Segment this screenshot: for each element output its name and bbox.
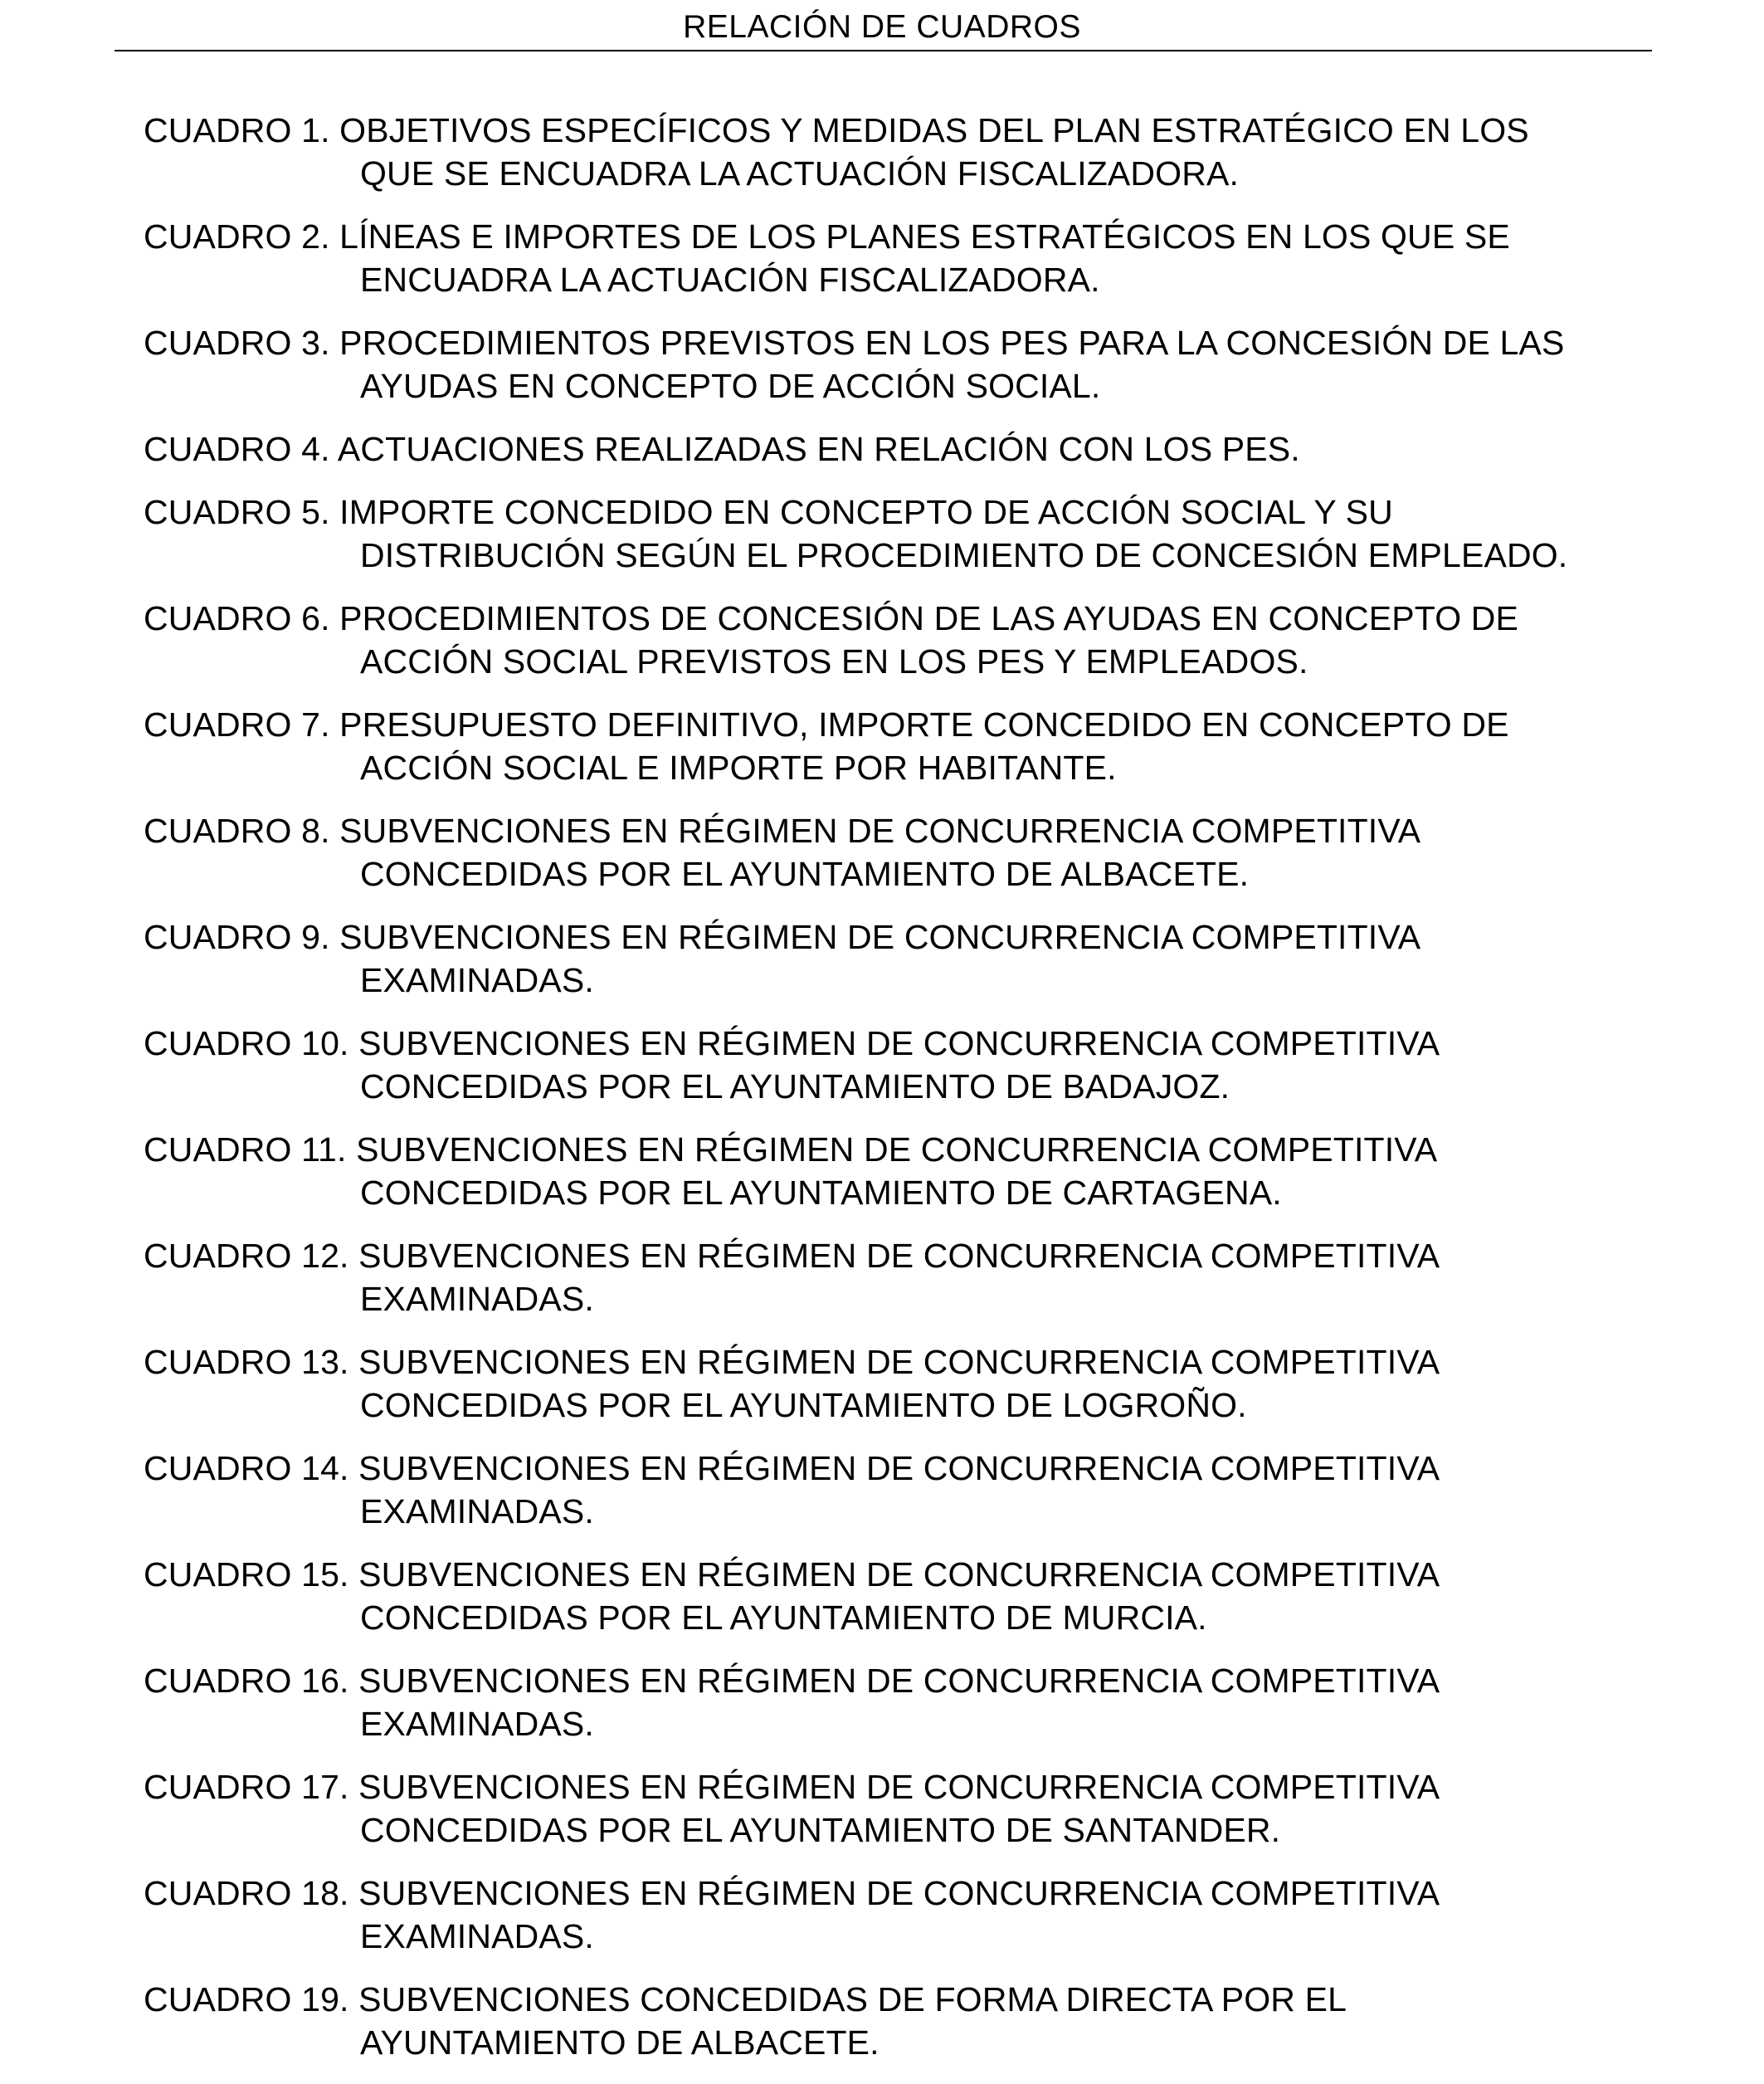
entry-number: CUADRO 8. xyxy=(144,812,330,850)
entry-title: PROCEDIMIENTOS PREVISTOS EN LOS PES PARA LA CONCESIÓN DE LAS xyxy=(339,324,1565,362)
entry-title: ACTUACIONES REALIZADAS EN RELACIÓN CON LOS PES. xyxy=(337,430,1300,468)
list-item-cuadro-10[interactable] xyxy=(144,1022,1637,1128)
list-item-cuadro-8[interactable] xyxy=(144,809,1637,915)
list-item-cuadro-1[interactable] xyxy=(144,109,1637,215)
entry-title: PROCEDIMIENTOS DE CONCESIÓN DE LAS AYUDAS EN CONCEPTO DE xyxy=(339,599,1519,637)
list-item-cuadro-5[interactable] xyxy=(144,490,1637,597)
entry-title-continuation: DISTRIBUCIÓN SEGÚN EL PROCEDIMIENTO DE CONCESIÓN EMPLEADO. xyxy=(360,536,1568,574)
entry-title: SUBVENCIONES EN RÉGIMEN DE CONCURRENCIA COMPETITIVA xyxy=(358,1343,1440,1381)
entry-number: CUADRO 1. xyxy=(144,111,330,149)
list-item-cuadro-19[interactable] xyxy=(144,1978,1637,2084)
entry-title-continuation: QUE SE ENCUADRA LA ACTUACIÓN FISCALIZADORA. xyxy=(360,154,1240,193)
entry-title: LÍNEAS E IMPORTES DE LOS PLANES ESTRATÉGICOS EN LOS QUE SE xyxy=(339,217,1510,256)
entry-title: SUBVENCIONES EN RÉGIMEN DE CONCURRENCIA COMPETITIVA xyxy=(358,1874,1440,1912)
list-item-cuadro-18[interactable] xyxy=(144,1872,1637,1978)
entry-number: CUADRO 6. xyxy=(144,599,330,637)
entry-title-continuation: CONCEDIDAS POR EL AYUNTAMIENTO DE LOGROÑO. xyxy=(360,1386,1247,1424)
entry-title-continuation: CONCEDIDAS POR EL AYUNTAMIENTO DE BADAJOZ. xyxy=(360,1067,1230,1105)
entry-title-continuation: CONCEDIDAS POR EL AYUNTAMIENTO DE CARTAGENA. xyxy=(360,1174,1282,1212)
entry-number: CUADRO 5. xyxy=(144,493,330,531)
list-item-cuadro-7[interactable] xyxy=(144,703,1637,809)
table-list xyxy=(144,109,1637,2084)
entry-title: SUBVENCIONES CONCEDIDAS DE FORMA DIRECTA POR EL xyxy=(358,1980,1347,2018)
entry-number: CUADRO 16. xyxy=(144,1662,349,1700)
entry-number: CUADRO 4. xyxy=(144,430,330,468)
entry-number: CUADRO 14. xyxy=(144,1449,349,1487)
entry-number: CUADRO 19. xyxy=(144,1980,349,2018)
entry-title-continuation: AYUDAS EN CONCEPTO DE ACCIÓN SOCIAL. xyxy=(360,367,1101,405)
list-item-cuadro-6[interactable] xyxy=(144,597,1637,703)
entry-title: SUBVENCIONES EN RÉGIMEN DE CONCURRENCIA COMPETITIVA xyxy=(358,1555,1440,1594)
entry-title: PRESUPUESTO DEFINITIVO, IMPORTE CONCEDIDO EN CONCEPTO DE xyxy=(339,705,1509,744)
list-item-cuadro-14[interactable] xyxy=(144,1447,1637,1553)
entry-title-continuation: EXAMINADAS. xyxy=(360,961,594,999)
entry-number: CUADRO 2. xyxy=(144,217,330,256)
entry-title: SUBVENCIONES EN RÉGIMEN DE CONCURRENCIA COMPETITIVA xyxy=(358,1662,1440,1700)
entry-title-continuation: ENCUADRA LA ACTUACIÓN FISCALIZADORA. xyxy=(360,261,1100,299)
list-item-cuadro-13[interactable] xyxy=(144,1340,1637,1447)
entry-title-continuation: AYUNTAMIENTO DE ALBACETE. xyxy=(360,2023,880,2062)
entry-title: SUBVENCIONES EN RÉGIMEN DE CONCURRENCIA COMPETITIVA xyxy=(358,1237,1440,1275)
list-item-cuadro-15[interactable] xyxy=(144,1553,1637,1659)
entry-title-continuation: EXAMINADAS. xyxy=(360,1705,594,1743)
entry-title-continuation: CONCEDIDAS POR EL AYUNTAMIENTO DE SANTANDER. xyxy=(360,1811,1281,1849)
entry-title: SUBVENCIONES EN RÉGIMEN DE CONCURRENCIA COMPETITIVA xyxy=(358,1768,1440,1806)
list-item-cuadro-4[interactable] xyxy=(144,427,1637,490)
entry-title: SUBVENCIONES EN RÉGIMEN DE CONCURRENCIA COMPETITIVA xyxy=(356,1130,1438,1169)
entry-title-continuation: CONCEDIDAS POR EL AYUNTAMIENTO DE ALBACETE. xyxy=(360,855,1250,893)
list-item-cuadro-12[interactable] xyxy=(144,1234,1637,1340)
entry-title: IMPORTE CONCEDIDO EN CONCEPTO DE ACCIÓN SOCIAL Y SU xyxy=(339,493,1393,531)
entry-title-continuation: EXAMINADAS. xyxy=(360,1492,594,1530)
entry-title: SUBVENCIONES EN RÉGIMEN DE CONCURRENCIA COMPETITIVA xyxy=(358,1024,1440,1062)
list-item-cuadro-2[interactable] xyxy=(144,215,1637,321)
list-item-cuadro-3[interactable] xyxy=(144,321,1637,427)
title-divider xyxy=(115,50,1652,51)
entry-number: CUADRO 18. xyxy=(144,1874,349,1912)
entry-number: CUADRO 7. xyxy=(144,705,330,744)
list-item-cuadro-9[interactable] xyxy=(144,915,1637,1022)
entry-title-continuation: ACCIÓN SOCIAL E IMPORTE POR HABITANTE. xyxy=(360,749,1117,787)
entry-title: SUBVENCIONES EN RÉGIMEN DE CONCURRENCIA COMPETITIVA xyxy=(358,1449,1440,1487)
entry-number: CUADRO 17. xyxy=(144,1768,349,1806)
entry-title-continuation: EXAMINADAS. xyxy=(360,1917,594,1955)
list-item-cuadro-11[interactable] xyxy=(144,1128,1637,1234)
entry-number: CUADRO 15. xyxy=(144,1555,349,1594)
entry-title: SUBVENCIONES EN RÉGIMEN DE CONCURRENCIA COMPETITIVA xyxy=(339,812,1421,850)
entry-title-continuation: ACCIÓN SOCIAL PREVISTOS EN LOS PES Y EMPLEADOS. xyxy=(360,642,1308,681)
entry-number: CUADRO 12. xyxy=(144,1237,349,1275)
entry-title-continuation: CONCEDIDAS POR EL AYUNTAMIENTO DE MURCIA. xyxy=(360,1598,1207,1637)
entry-number: CUADRO 10. xyxy=(144,1024,349,1062)
entry-title: OBJETIVOS ESPECÍFICOS Y MEDIDAS DEL PLAN ESTRATÉGICO EN LOS xyxy=(339,111,1529,149)
entry-title-continuation: EXAMINADAS. xyxy=(360,1280,594,1318)
entry-number: CUADRO 13. xyxy=(144,1343,349,1381)
entry-number: CUADRO 9. xyxy=(144,918,330,956)
entry-number: CUADRO 3. xyxy=(144,324,330,362)
entry-number: CUADRO 11. xyxy=(144,1130,347,1169)
entry-title: SUBVENCIONES EN RÉGIMEN DE CONCURRENCIA COMPETITIVA xyxy=(339,918,1421,956)
list-item-cuadro-17[interactable] xyxy=(144,1765,1637,1872)
page-title: RELACIÓN DE CUADROS xyxy=(683,9,1081,45)
list-item-cuadro-16[interactable] xyxy=(144,1659,1637,1765)
